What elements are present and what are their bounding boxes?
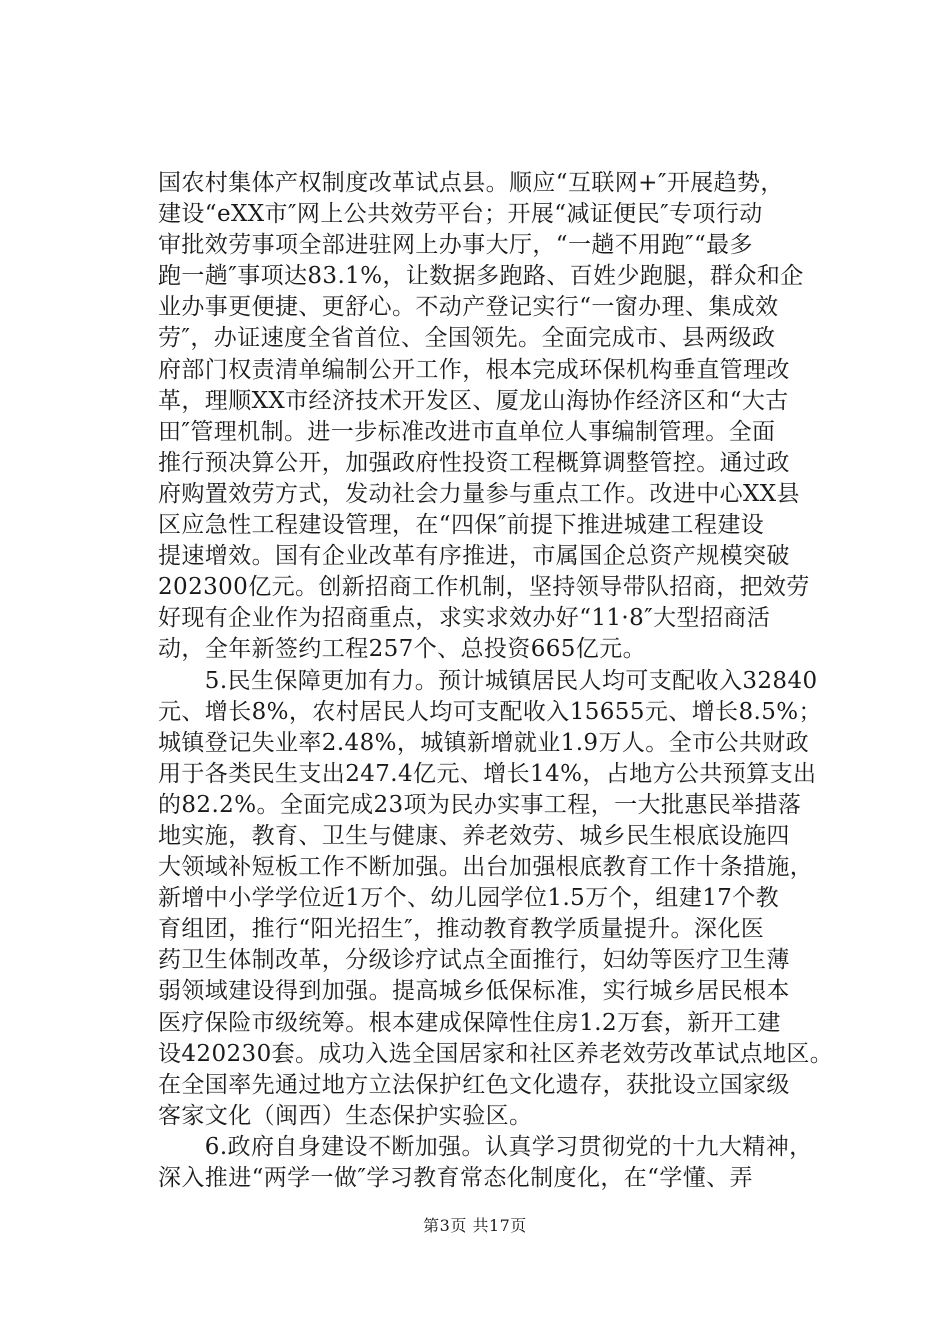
text-line: 革，理顺XX市经济技术开发区、厦龙山海协作经济区和“大古 bbox=[158, 387, 789, 414]
text-line: 提速增效。国有企业改革有序推进，市属国企总资产规模突破 bbox=[158, 543, 790, 570]
page-footer: 第3页 共17页 bbox=[423, 1216, 527, 1235]
body-text bbox=[158, 168, 856, 1194]
text-line: 大领域补短板工作不断加强。出台加强根底教育工作十条措施， bbox=[158, 854, 814, 881]
text-line: 劳″，办证速度全省首位、全国领先。全面完成市、县两级政 bbox=[158, 325, 776, 352]
text-line: 区应急性工程建设管理，在“四保″前提下推进城建工程建设 bbox=[158, 512, 765, 539]
text-line: 育组团，推行“阳光招生″，推动教育教学质量提升。深化医 bbox=[158, 916, 765, 943]
text-line: 府部门权责清单编制公开工作，根本完成环保机构垂直管理改 bbox=[158, 356, 790, 383]
text-line: 深入推进“两学一做″学习教育常态化制度化，在“学懂、弄 bbox=[158, 1165, 753, 1191]
text-line: 元、增长8%，农村居民人均可支配收入15655元、增长8.5%； bbox=[158, 698, 822, 725]
text-line: 的82.2%。全面完成23项为民办实事工程，一大批惠民举措落 bbox=[158, 791, 802, 818]
text-line: 6.政府自身建设不断加强。认真学习贯彻党的十九大精神， bbox=[158, 1133, 813, 1160]
text-line: 好现有企业作为招商重点，求实求效办好“11·8″大型招商活 bbox=[158, 605, 771, 632]
text-line: 客家文化（闽西）生态保护实验区。 bbox=[158, 1102, 533, 1129]
text-line: 审批效劳事项全部进驻网上办事大厅，“一趟不用跑″“最多 bbox=[158, 232, 753, 259]
text-line: 建设“eXX市″网上公共效劳平台；开展“减证便民″专项行动 bbox=[158, 201, 763, 228]
text-line: 弱领域建设得到加强。提高城乡低保标准，实行城乡居民根本 bbox=[158, 978, 790, 1005]
text-line: 动，全年新签约工程257个、总投资665亿元。 bbox=[158, 636, 646, 663]
text-line: 城镇登记失业率2.48%，城镇新增就业1.9万人。全市公共财政 bbox=[158, 729, 810, 756]
text-line: 新增中小学学位近1万个、幼儿园学位1.5万个，组建17个教 bbox=[158, 885, 780, 912]
text-line: 推行预决算公开，加强政府性投资工程概算调整管控。通过政 bbox=[158, 449, 790, 476]
text-line: 在全国率先通过地方立法保护红色文化遗存，获批设立国家级 bbox=[158, 1071, 790, 1098]
text-line: 5.民生保障更加有力。预计城镇居民人均可支配收入32840 bbox=[158, 667, 818, 694]
text-line: 地实施，教育、卫生与健康、养老效劳、城乡民生根底设施四 bbox=[158, 822, 790, 849]
text-line: 202300亿元。创新招商工作机制，坚持领导带队招商，把效劳 bbox=[158, 574, 810, 601]
text-line: 府购置效劳方式，发动社会力量参与重点工作。改进中心XX县 bbox=[158, 480, 800, 507]
text-line: 业办事更便捷、更舒心。不动产登记实行“一窗办理、集成效 bbox=[158, 294, 779, 321]
text-line: 设420230套。成功入选全国居家和社区养老效劳改革试点地区。 bbox=[158, 1040, 834, 1067]
text-line: 医疗保险市级统筹。根本建成保障性住房1.2万套，新开工建 bbox=[158, 1009, 781, 1036]
text-line: 用于各类民生支出247.4亿元、增长14%，占地方公共预算支出 bbox=[158, 760, 817, 787]
text-line: 田″管理机制。进一步标准改进市直单位人事编制管理。全面 bbox=[158, 418, 776, 445]
text-line: 跑一趟″事项达83.1%，让数据多跑路、百姓少跑腿，群众和企 bbox=[158, 263, 804, 290]
text-line: 药卫生体制改革，分级诊疗试点全面推行，妇幼等医疗卫生薄 bbox=[158, 947, 790, 974]
text-line: 国农村集体产权制度改革试点县。顺应“互联网+″开展趋势， bbox=[158, 170, 784, 196]
